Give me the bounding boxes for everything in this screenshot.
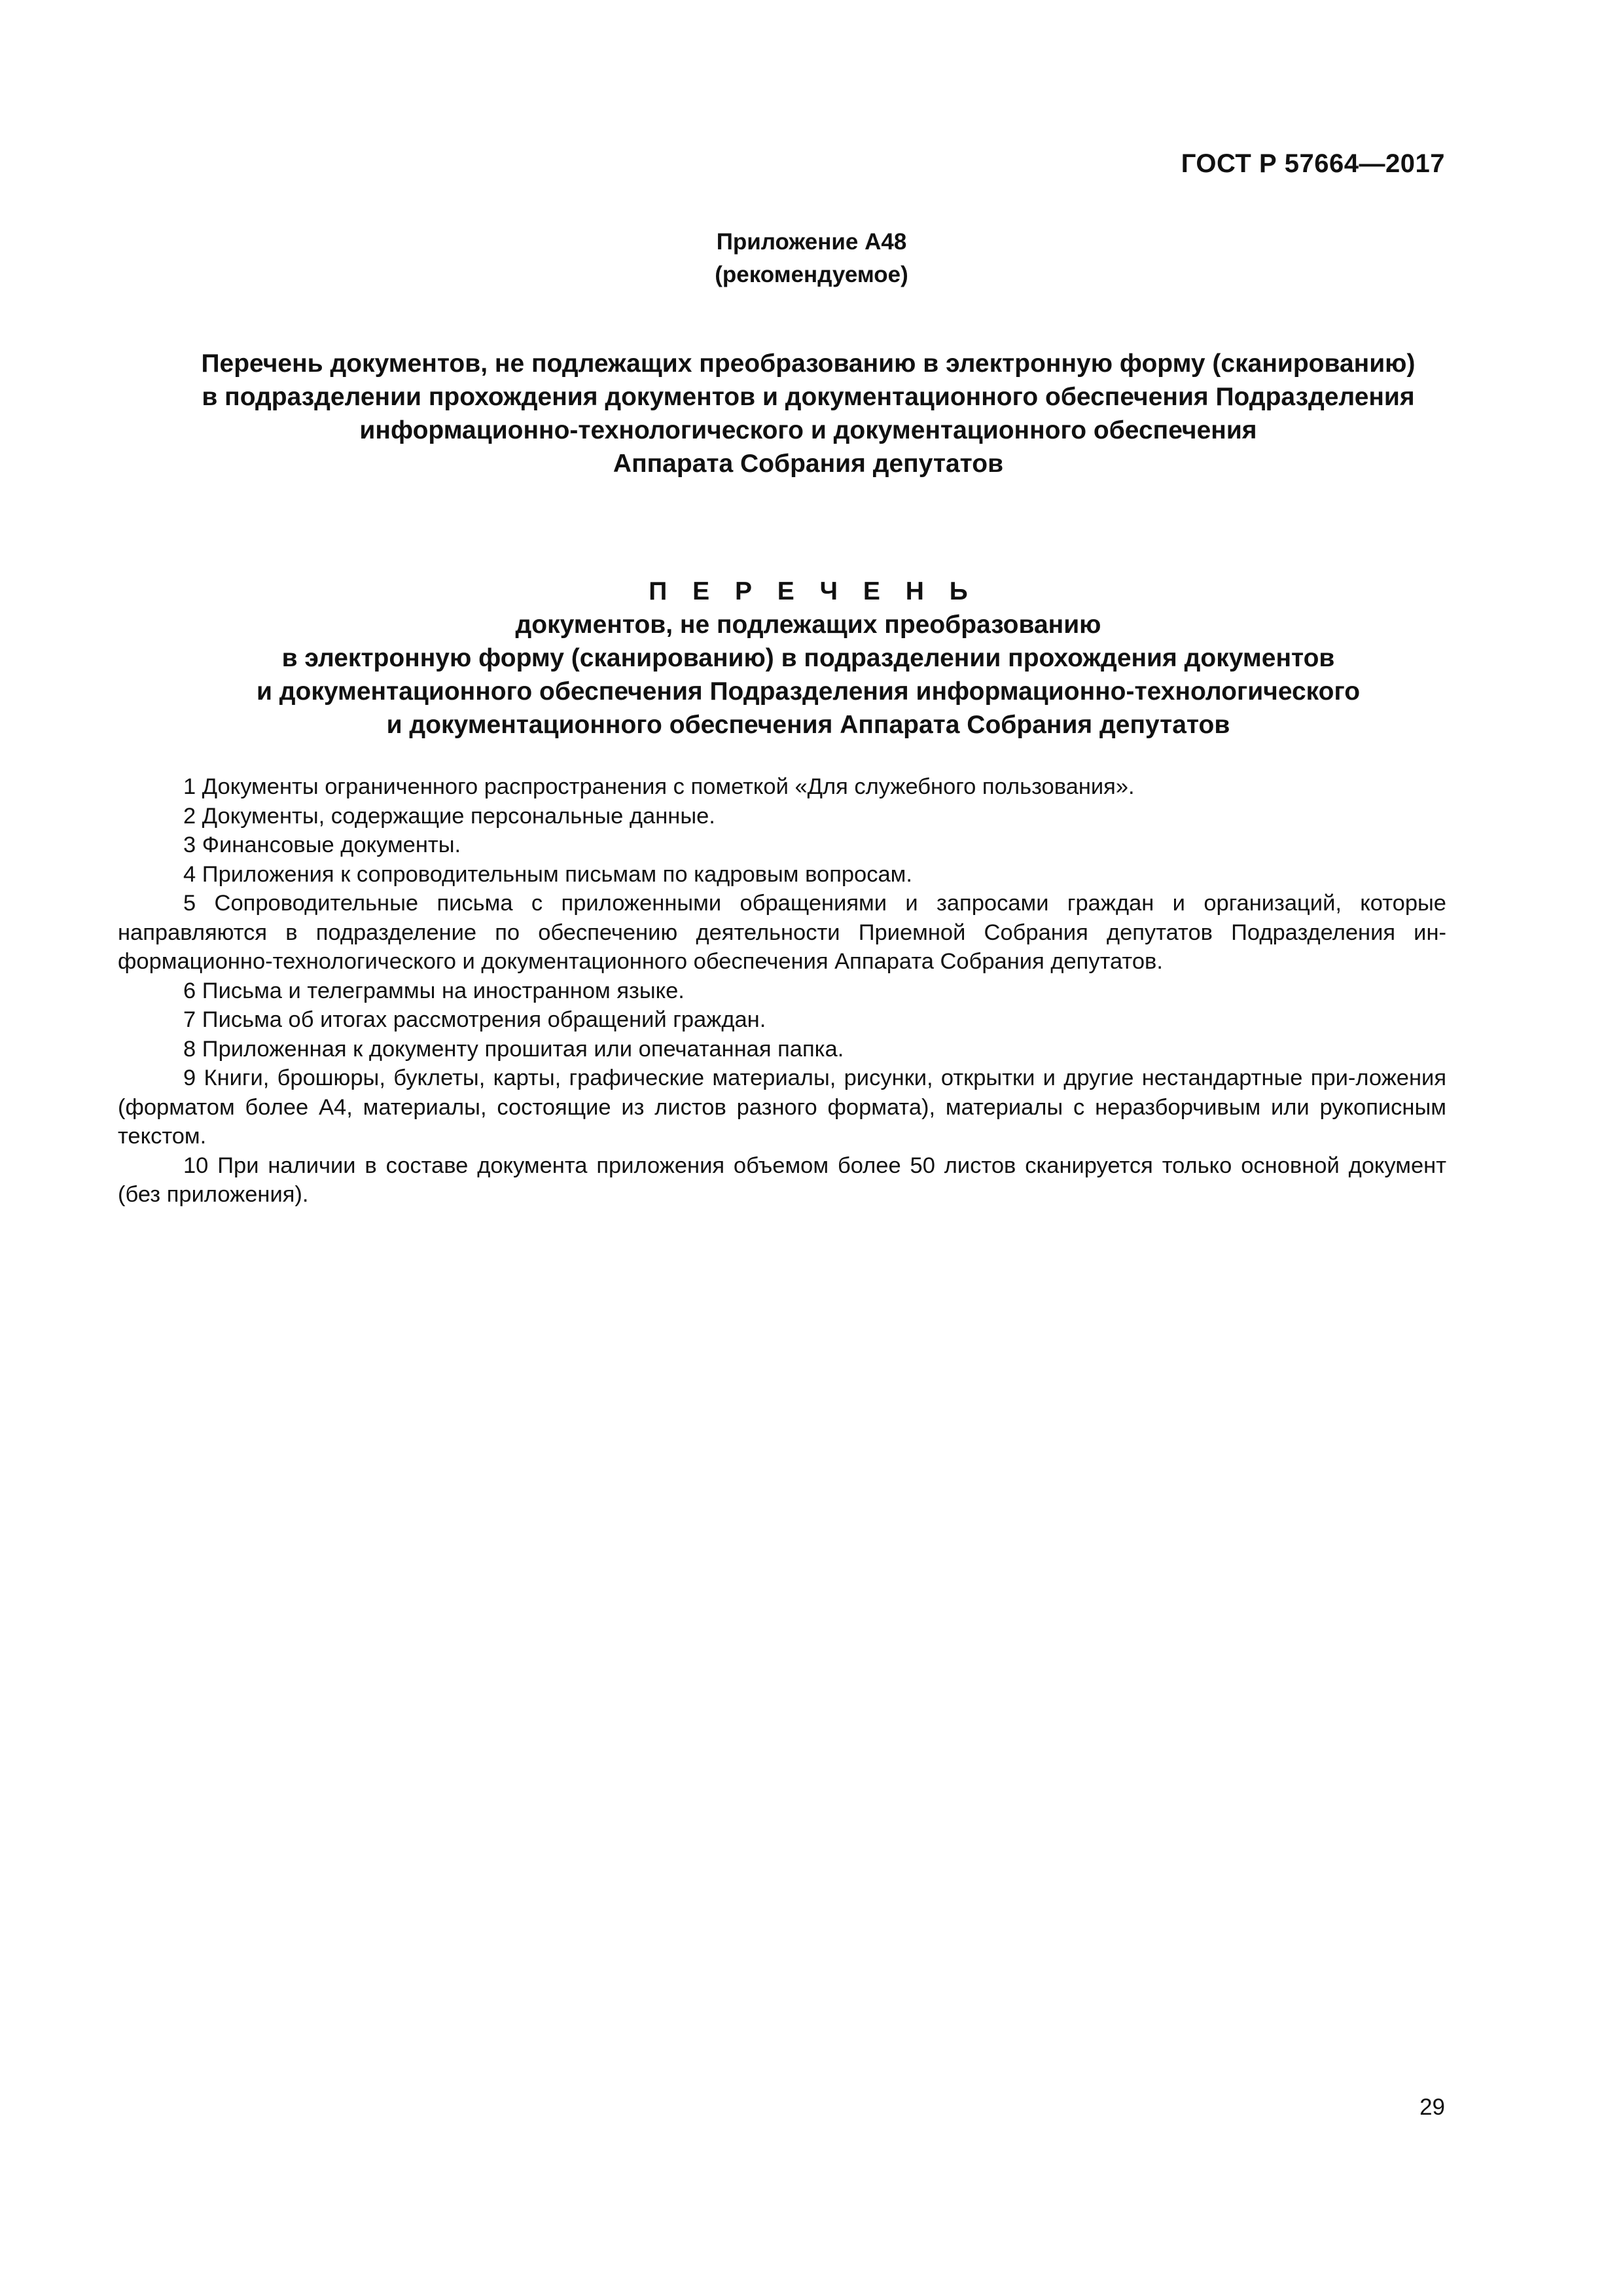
list-item: 5 Сопроводительные письма с приложенными обращениями и запросами граждан и организаций, которые направляются в подразделение по обеспечению деятельности Приемной Собрания депутатов Подразделения ин-формационно-технологического и документационного обеспечения Аппарата Собрания депутатов. bbox=[118, 891, 1446, 974]
list-subheading-line: и документационного обеспечения Подразделения информационно-технологического bbox=[256, 677, 1361, 706]
list-item: 6 Письма и телеграммы на иностранном языке. bbox=[183, 978, 685, 1003]
list-heading bbox=[111, 575, 1505, 742]
annex-title-line: в подразделении прохождения документов и документационного обеспечения Подразделения bbox=[202, 383, 1415, 411]
list-item: 4 Приложения к сопроводительным письмам по кадровым вопросам. bbox=[183, 861, 912, 887]
list-item: 8 Приложенная к документу прошитая или опечатанная папка. bbox=[183, 1036, 844, 1062]
list-item: 1 Документы ограниченного распространения с пометкой «Для служебного пользования». bbox=[183, 774, 1135, 799]
annex-title-line: Аппарата Собрания депутатов bbox=[613, 450, 1004, 478]
document-list bbox=[118, 772, 1446, 1210]
annex-label-block bbox=[0, 226, 1623, 291]
document-code: ГОСТ Р 57664—2017 bbox=[1181, 149, 1445, 178]
list-heading-title: П Е Р Е Ч Е Н Ь bbox=[649, 577, 977, 605]
list-item: 10 При наличии в составе документа приложения объемом более 50 листов сканируется только основной документ (без приложения). bbox=[118, 1153, 1446, 1207]
list-item: 9 Книги, брошюры, буклеты, карты, графические материалы, рисунки, открытки и другие нестандартные при-ложения (форматом более А4, материалы, состоящие из листов разного формата), материалы с неразборчивым или рукописным текстом. bbox=[118, 1066, 1446, 1149]
page-number: 29 bbox=[1419, 2094, 1445, 2120]
annex-title-line: информационно-технологического и документационного обеспечения bbox=[359, 416, 1257, 444]
list-item: 7 Письма об итогах рассмотрения обращений граждан. bbox=[183, 1007, 766, 1032]
annex-title bbox=[111, 347, 1505, 480]
annex-title-line: Перечень документов, не подлежащих преобразованию в электронную форму (сканированию) bbox=[201, 350, 1416, 378]
list-subheading-line: и документационного обеспечения Аппарата Собрания депутатов bbox=[386, 711, 1230, 739]
list-subheading-line: в электронную форму (сканированию) в подразделении прохождения документов bbox=[281, 644, 1335, 672]
annex-label: Приложение А48 bbox=[716, 229, 907, 255]
list-item: 2 Документы, содержащие персональные данные. bbox=[183, 803, 715, 829]
annex-status: (рекомендуемое) bbox=[715, 262, 908, 287]
list-item: 3 Финансовые документы. bbox=[183, 833, 461, 857]
list-subheading-line: документов, не подлежащих преобразованию bbox=[515, 611, 1101, 639]
